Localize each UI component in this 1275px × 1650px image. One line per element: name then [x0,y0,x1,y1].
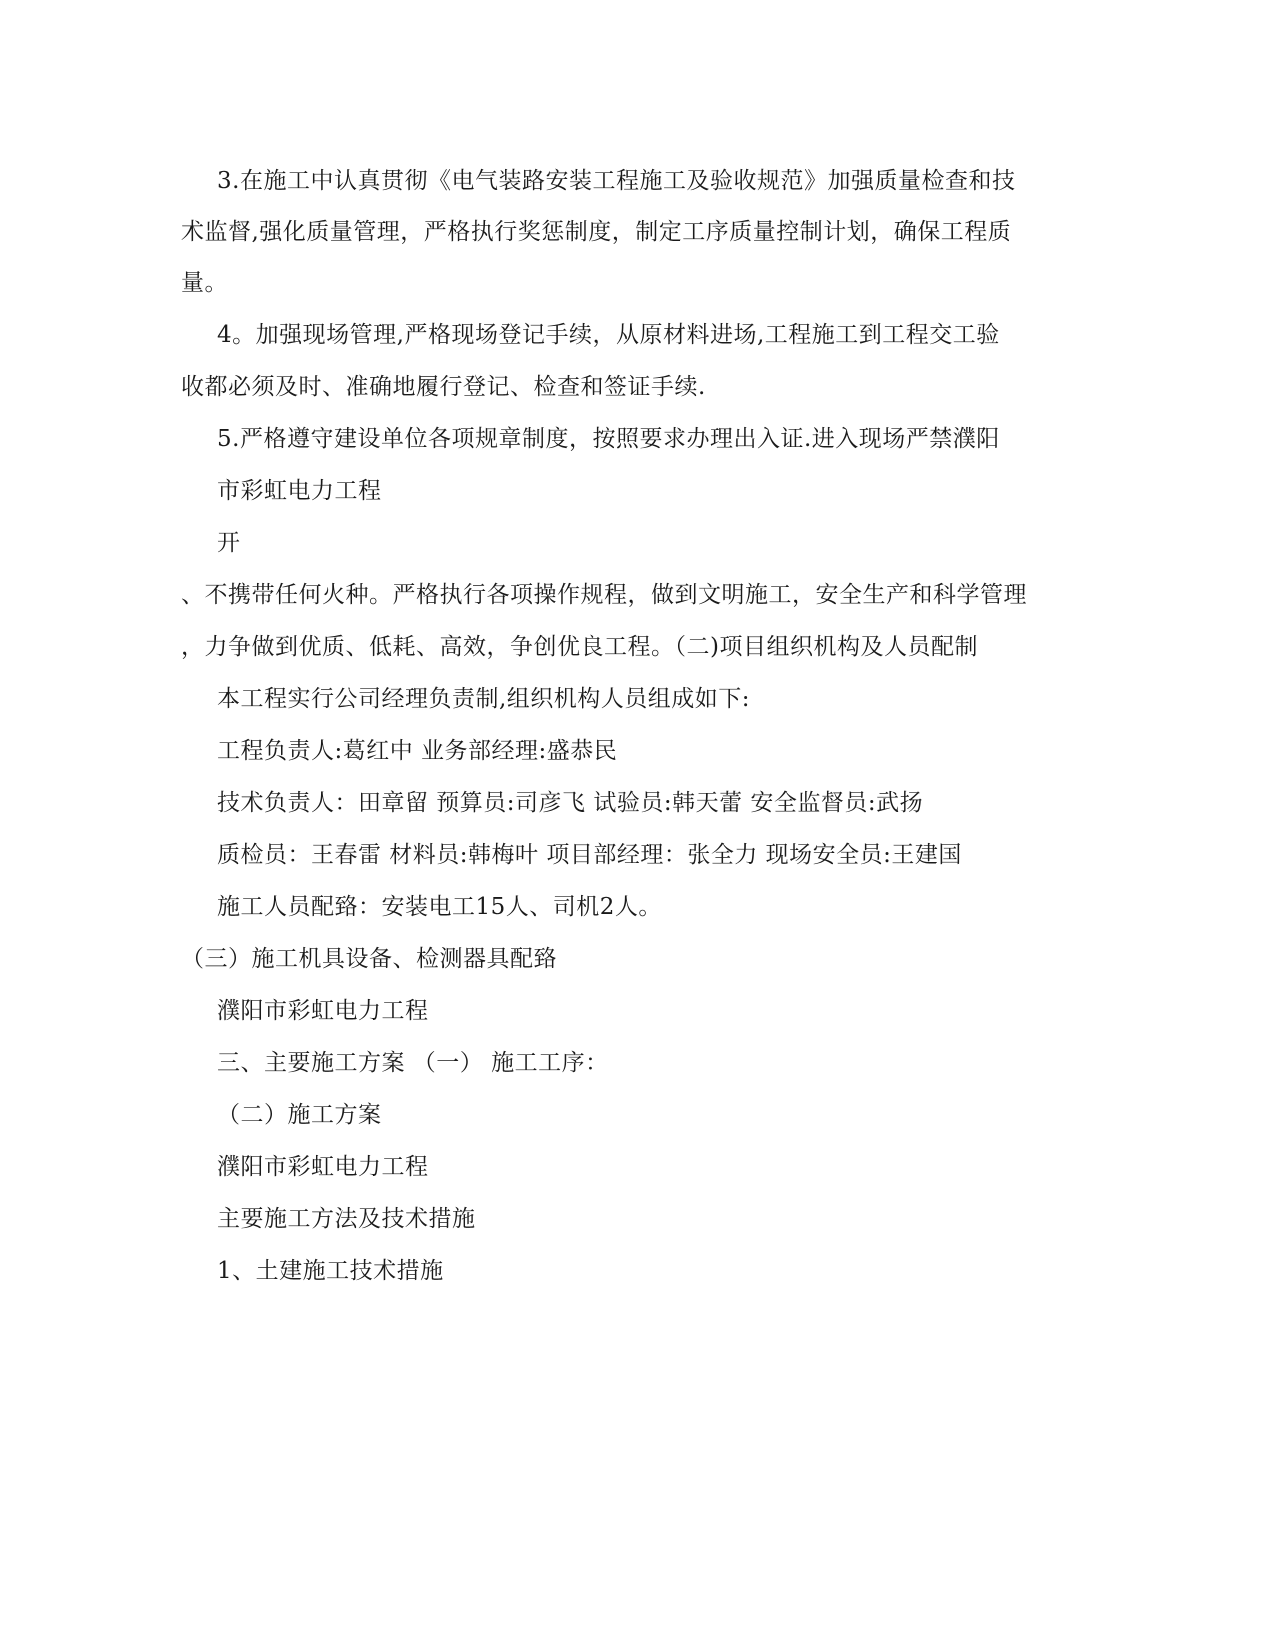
methods-heading: 主要施工方法及技术措施 [217,1206,476,1232]
header-fragment-company: 市彩虹电力工程 [217,478,382,504]
paragraph-5-line-3: ，力争做到优质、低耗、高效，争创优良工程。（二)项目组织机构及人员配制 [181,634,978,660]
paragraph-4-line-2: 收都必须及时、准确地履行登记、检查和签证手续. [181,374,706,400]
paragraph-3-line-2: 术监督,强化质量管理，严格执行奖惩制度，制定工序质量控制计划，确保工程质 [181,219,1012,245]
civil-works-heading: 1、土建施工技术措施 [217,1258,444,1284]
paragraph-5-line-1: 5.严格遵守建设单位各项规章制度，按照要求办理出入证.进入现场严禁濮阳 [217,426,1000,452]
staff-line-4: 施工人员配臵：安装电工15人、司机2人。 [217,894,662,920]
paragraph-3-line-3: 量。 [181,270,228,296]
staff-line-2: 技术负责人：田章留 预算员:司彦飞 试验员:韩天蕾 安全监督员:武扬 [217,790,924,816]
section-heading-main-plan: 三、主要施工方案 （一） 施工工序： [217,1050,609,1076]
company-name-2: 濮阳市彩虹电力工程 [217,1154,429,1180]
paragraph-4-line-1: 4。加强现场管理,严格现场登记手续，从原材料进场,工程施工到工程交工验 [217,322,1000,348]
paragraph-3-line-1: 3.在施工中认真贯彻《电气装路安装工程施工及验收规范》加强质量检查和技 [217,168,1016,194]
org-intro: 本工程实行公司经理负责制,组织机构人员组成如下: [217,686,751,712]
company-name-1: 濮阳市彩虹电力工程 [217,998,429,1024]
subsection-heading-plan: （二）施工方案 [217,1102,382,1128]
section-heading-3: （三）施工机具设备、检测器具配臵 [181,946,557,972]
paragraph-5-line-2: 、不携带任何火种。严格执行各项操作规程，做到文明施工，安全生产和科学管理 [181,582,1027,608]
staff-line-1: 工程负责人:葛红中 业务部经理:盛恭民 [217,738,618,764]
fragment-open: 开 [217,530,241,556]
staff-line-3: 质检员：王春雷 材料员:韩梅叶 项目部经理：张全力 现场安全员:王建国 [217,842,962,868]
